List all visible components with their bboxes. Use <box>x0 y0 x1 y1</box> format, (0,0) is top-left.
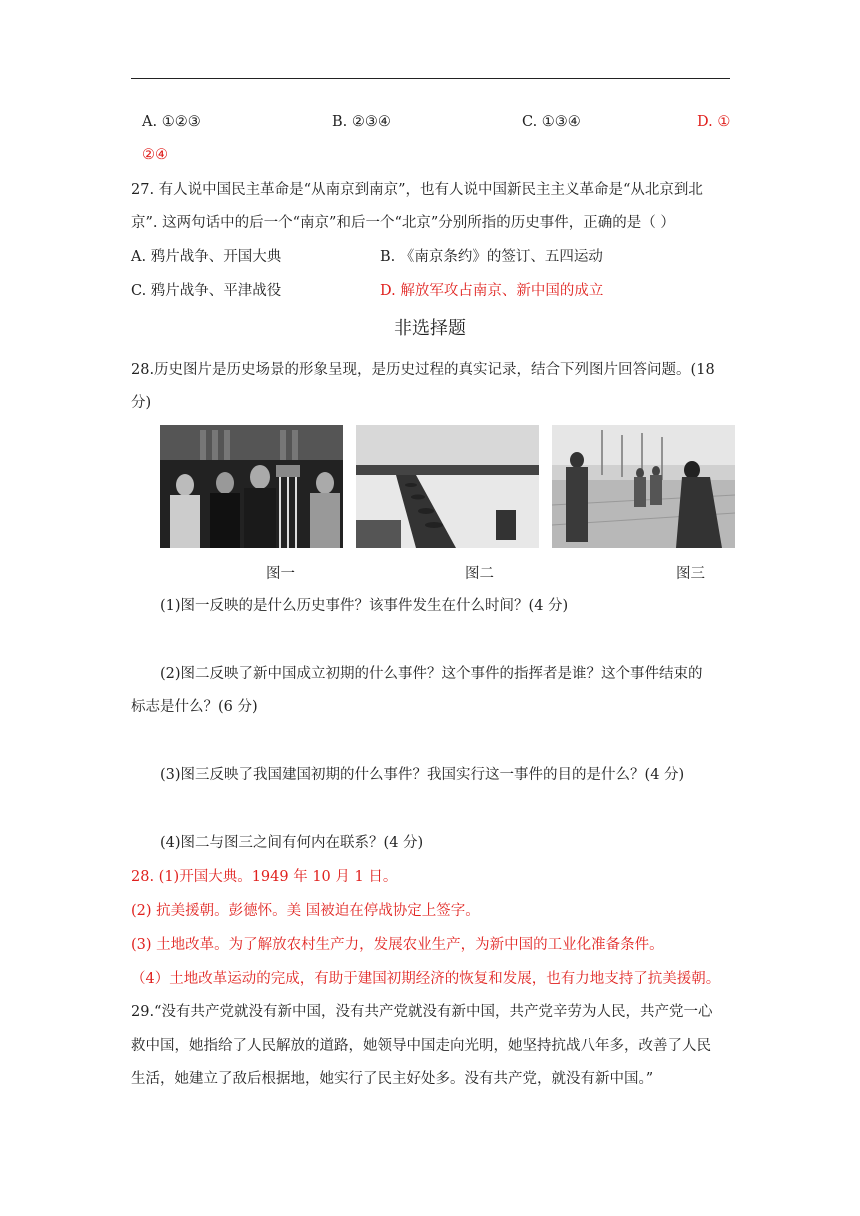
photo-land-reform <box>552 425 735 548</box>
q27-option-c: C. 鸦片战争、平津战役 <box>131 283 282 299</box>
q29-line3: 生活，她建立了敌后根据地，她实行了民主好处多。没有共产党，就没有新中国。” <box>131 1071 654 1087</box>
q26-option-b: B. ②③④ <box>332 114 391 130</box>
q28-answer-3: (3) 土地改革。为了解放农村生产力，发展农业生产，为新中国的工业化准备条件。 <box>131 937 664 953</box>
q28-answer-4: （4）土地改革运动的完成，有助于建国初期经济的恢复和发展，也有力地支持了抗美援朝。 <box>131 971 721 987</box>
q28-answer-2: (2) 抗美援朝。彭德怀。美 国被迫在停战协定上签字。 <box>131 903 480 919</box>
q28-stem-line2: 分) <box>131 395 152 411</box>
q26-option-a: A. ①②③ <box>142 114 201 130</box>
q28-subquestion-1: (1)图一反映的是什么历史事件？该事件发生在什么时间？(4 分) <box>160 598 569 614</box>
q29-line1: 29.“没有共产党就没有新中国，没有共产党就没有新中国，共产党辛劳为人民，共产党一心 <box>131 1004 713 1020</box>
photo-river-crossing <box>356 425 539 548</box>
q28-subquestion-3: (3)图三反映了我国建国初期的什么事件？我国实行这一事件的目的是什么？(4 分) <box>160 767 685 783</box>
q27-stem-line2: 京”. 这两句话中的后一个“南京”和后一个“北京”分别所指的历史事件，正确的是（ ） <box>131 215 675 231</box>
section-title: 非选择题 <box>394 318 466 339</box>
q28-subquestion-2-line2: 标志是什么？(6 分) <box>131 699 258 715</box>
photo-caption-1: 图一 <box>266 566 295 582</box>
q28-stem-line1: 28.历史图片是历史场景的形象呈现，是历史过程的真实记录，结合下列图片回答问题。(18 <box>131 362 715 378</box>
q28-subquestion-4: (4)图二与图三之间有何内在联系？(4 分) <box>160 835 424 851</box>
q26-option-d: D. ① <box>697 114 731 130</box>
q27-option-b: B. 《南京条约》的签订、五四运动 <box>380 249 603 265</box>
q27-stem-line1: 27. 有人说中国民主革命是“从南京到南京”，也有人说中国新民主主义革命是“从北京到北 <box>131 182 703 198</box>
q27-option-d: D. 解放军攻占南京、新中国的成立 <box>380 283 604 299</box>
q29-line2: 救中国，她指给了人民解放的道路，她领导中国走向光明，她坚持抗战八年多，改善了人民 <box>131 1038 711 1054</box>
q28-subquestion-2-line1: (2)图二反映了新中国成立初期的什么事件？这个事件的指挥者是谁？这个事件结束的 <box>160 666 703 682</box>
q26-option-c: C. ①③④ <box>522 114 581 130</box>
header-rule <box>131 78 730 79</box>
q27-option-a: A. 鸦片战争、开国大典 <box>131 249 282 265</box>
photo-founding-ceremony <box>160 425 343 548</box>
photo-caption-3: 图三 <box>676 566 705 582</box>
photo-caption-2: 图二 <box>465 566 494 582</box>
q28-answer-1: 28. (1)开国大典。1949 年 10 月 1 日。 <box>131 869 398 885</box>
q26-option-d-continued: ②④ <box>142 147 168 163</box>
